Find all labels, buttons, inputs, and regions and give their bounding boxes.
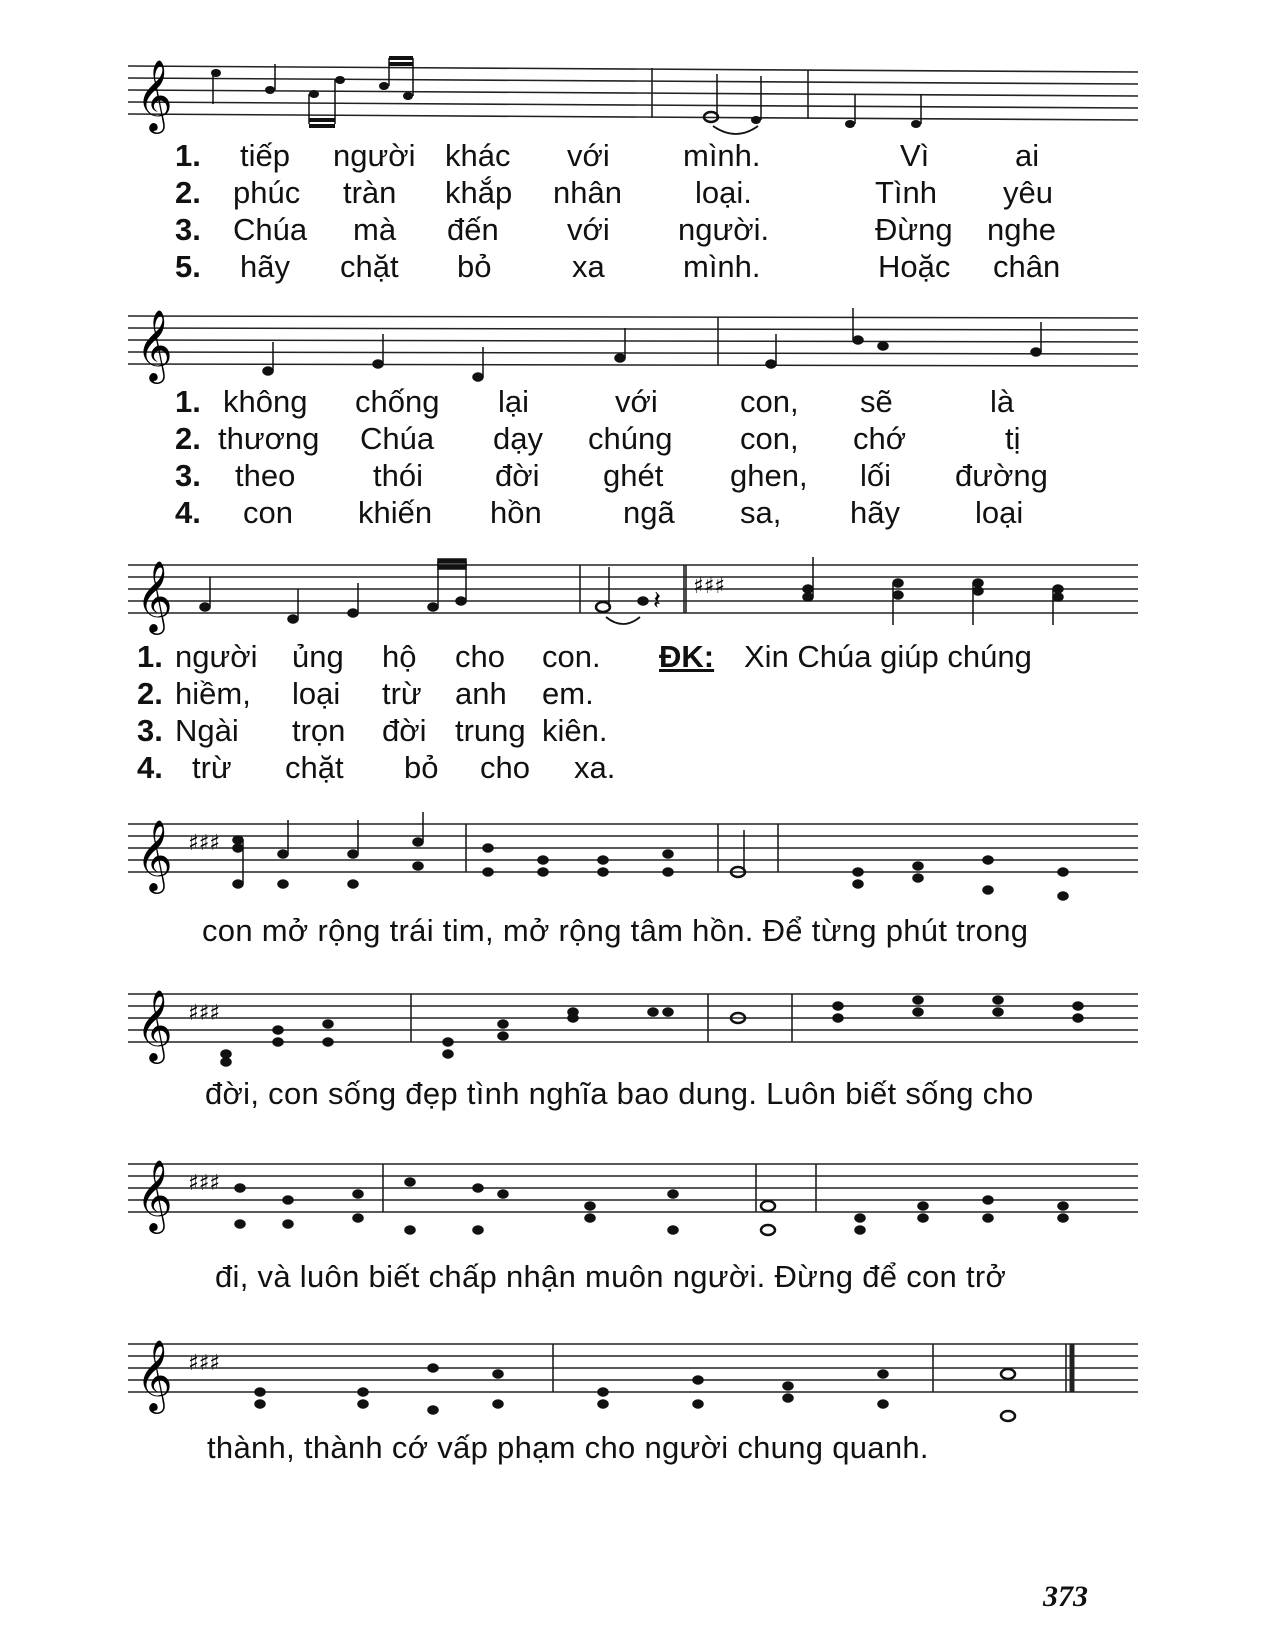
treble-clef-icon: 𝄞: [136, 1338, 173, 1411]
key-signature-sharps-icon: ♯♯♯: [188, 831, 220, 856]
staff-3: [128, 559, 1138, 632]
staff-notation: [128, 308, 1138, 392]
lyric-line-verse-1: 1. tiếp người khác với mình. Vì ai: [175, 138, 1040, 173]
lyric-line-verse-1: 1. không chống lại với con, sẽ là: [175, 384, 1015, 419]
lyric-line-verse-3: 3. Chúa mà đến với người. Đừng nghe: [175, 212, 1056, 247]
lyric-line-verse-3: 3. theo thói đời ghét ghen, lối đường: [175, 458, 1048, 493]
verse-lyrics-block-2: [175, 383, 1115, 531]
chorus-label: ĐK:: [659, 639, 715, 674]
lyric-line-verse-3: 3. Ngài trọn đời trung kiên.: [137, 713, 608, 748]
treble-clef-icon: 𝄞: [136, 559, 173, 632]
treble-clef-icon: 𝄞: [136, 988, 173, 1061]
key-signature-sharps-icon: ♯♯♯: [188, 1351, 220, 1376]
staff-2: [128, 308, 1138, 381]
lyric-line-verse-2: 2. thương Chúa dạy chúng con, chớ tị: [175, 421, 1021, 456]
staff-5: [128, 988, 1138, 1061]
treble-clef-icon: 𝄞: [136, 58, 173, 131]
key-signature-sharps-icon: ♯♯♯: [188, 1171, 220, 1196]
staff-4: [128, 818, 1138, 891]
key-signature-sharps-icon: ♯♯♯: [693, 574, 725, 599]
chorus-lyric-line-2: đời, con sống đẹp tình nghĩa bao dung. Luôn biết sống cho: [205, 1076, 1034, 1111]
treble-clef-icon: 𝄞: [136, 818, 173, 891]
lyric-line-verse-4: 4. con khiến hồn ngã sa, hãy loại: [175, 495, 1024, 530]
staff-notation: [128, 1340, 1138, 1440]
verse-lyrics-block-3: [137, 638, 1077, 786]
staff-notation: [128, 559, 1138, 645]
staff-1: [128, 58, 1138, 131]
treble-clef-icon: 𝄞: [136, 1158, 173, 1231]
staff-notation: [128, 820, 1138, 910]
lyric-line-verse-2: 2. hiềm, loại trừ anh em.: [137, 676, 594, 711]
staff-6: [128, 1158, 1138, 1231]
chorus-lyric-line-3: đi, và luôn biết chấp nhận muôn người. Đừng để con trở: [215, 1259, 1007, 1294]
staff-notation: [128, 1160, 1138, 1260]
treble-clef-icon: 𝄞: [136, 308, 173, 381]
staff-notation: [128, 990, 1138, 1080]
chorus-lyric-line-1: con mở rộng trái tim, mở rộng tâm hồn. Để từng phút trong: [202, 913, 1029, 948]
lyric-line-verse-4: 4. trừ chặt bỏ cho xa.: [137, 750, 616, 785]
lyric-line-verse-1: 1. người ủng hộ cho con. ĐK: Xin Chúa giúp chúng: [137, 639, 1032, 674]
staff-notation: [128, 58, 1138, 142]
key-signature-sharps-icon: ♯♯♯: [188, 1001, 220, 1026]
lyric-line-verse-2: 2. phúc tràn khắp nhân loại. Tình yêu: [175, 175, 1053, 210]
verse-lyrics-block-1: [175, 137, 1115, 285]
page-number: 373: [1043, 1580, 1088, 1613]
lyric-line-verse-5: 5. hãy chặt bỏ xa mình. Hoặc chân: [175, 249, 1061, 284]
quarter-rest-icon: 𝄽: [653, 586, 661, 616]
chorus-lyric-line-4: thành, thành cớ vấp phạm cho người chung quanh.: [207, 1430, 929, 1465]
staff-7: [128, 1338, 1138, 1411]
chorus-start: Xin Chúa giúp chúng: [744, 639, 1032, 674]
